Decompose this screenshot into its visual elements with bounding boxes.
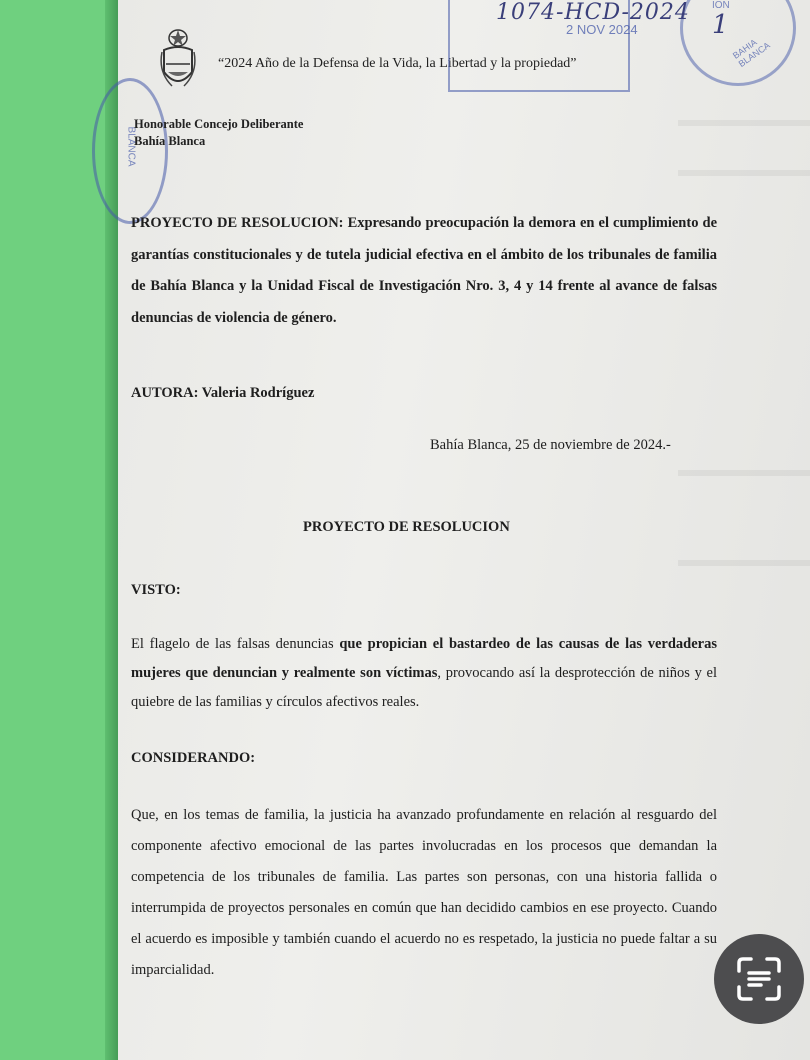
handwritten-file-number: 1074-HCD-2024 [496,0,690,25]
received-stamp-right: BAHIA BLANCA [680,0,796,86]
live-text-scan-button[interactable] [714,934,804,1024]
stamp-date: 2 NOV 2024 [566,22,638,37]
project-title-label: PROYECTO DE RESOLUCION: [131,215,344,231]
author-line: AUTORA: Valeria Rodríguez [131,385,315,401]
considerando-text: Que, en los temas de familia, la justicia ha avanzado profundamente en relación al resguardo del componente afectivo emocional de las partes involucradas en los procesos que demandan la competencia de los tribunales de familia. Las partes son personas, con una historia fallida o interrumpida de proyectos personales en común que han decidido cambios en ese proyecto. Cuando el acuerdo es imposible y también cuando el acuerdo no es respetado, la justicia no puede faltar a su imparcialidad. [131,807,717,978]
handwritten-page-number: 1 [712,10,729,40]
year-motto: “2024 Año de la Defensa de la Vida, la Libertad y la propiedad” [218,56,577,71]
organization-name [134,116,303,150]
org-line-2: Bahía Blanca [134,134,206,148]
org-line-1: Honorable Concejo Deliberante [134,117,304,131]
project-title-text: Expresando preocupación la demora en el cumplimiento de garantías constitucionales y de tutela judicial efectiva en el ámbito de los tribunales de familia de Bahía Blanca y la Unidad Fiscal de Investigación Nro. 3, 4 y 14 frente al avance de falsas denuncias de violencia de género. [131,215,718,326]
visto-text [131,630,717,717]
project-title [131,208,717,334]
visto-text-bold: que propician el bastardeo de las causas de las verdaderas mujeres que denuncian y realmente son víctimas [131,636,717,681]
visto-text-start: El flagelo de las falsas denuncias [131,636,340,652]
considerando-heading: CONSIDERANDO: [131,750,256,766]
stamp-fragment: ION [712,0,730,11]
resolution-heading: PROYECTO DE RESOLUCION [303,519,510,535]
visto-text-end: , provocando así la desprotección de niños y el quiebre de las familias y círculos afectivos reales. [131,665,717,710]
received-stamp-left: BLANCA [92,78,168,224]
date-line: Bahía Blanca, 25 de noviembre de 2024.- [430,437,671,453]
coat-of-arms-icon [158,28,198,92]
live-text-scan-icon [735,955,783,1003]
visto-heading: VISTO: [131,582,181,598]
